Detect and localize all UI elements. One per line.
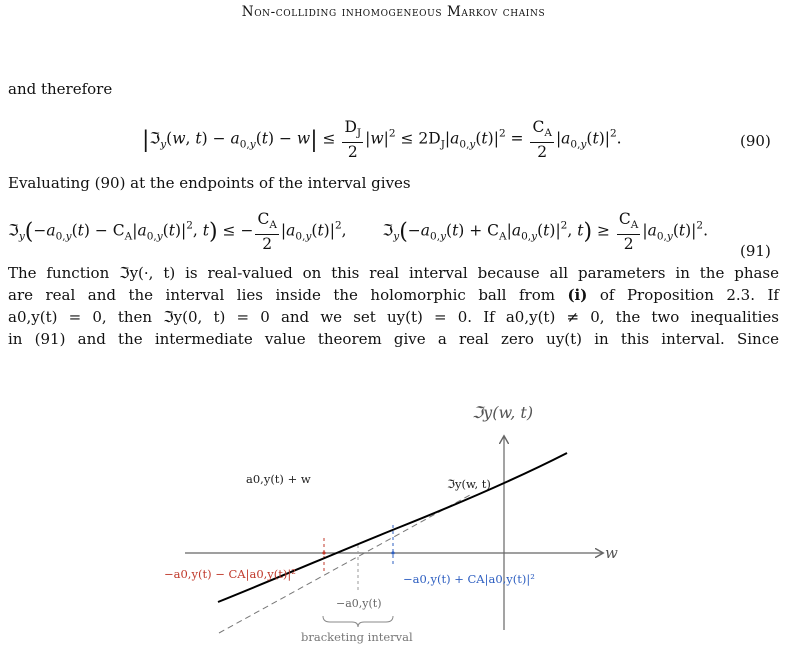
- left-endpoint-label: −a0,y(t) − CA|a0,y(t)|²: [164, 567, 296, 581]
- equation-90: |ℑ$_y$(w, $t) - a_{0,y}(t) - w|$ ≤ $\frac{D_J}{2}$ $|w|^2 \le 2D_J|a_{0,y}(t)|^2$ = $\frac{C_A}{2}$ $|a_{0,y}(t)|^2$.: [142, 118, 622, 161]
- text-and-therefore: and therefore: [8, 80, 113, 98]
- curve-label: ℑy(w, t): [447, 477, 491, 491]
- paragraph-line-4: in (91) and the intermediate value theorem give a real zero uy(t) in this interval. Since: [8, 330, 779, 348]
- paragraph-line-2-c: of Proposition 2.3. If: [599, 286, 779, 304]
- proposition-item-ref: (i): [567, 286, 588, 304]
- left-endpoint-dot: [322, 551, 325, 554]
- tangent-line-label: a0,y(t) + w: [246, 472, 311, 486]
- paragraph-line-2: [8, 284, 779, 306]
- paragraph-line-3: a0,y(t) = 0, then ℑy(0, t) = 0 and we set uy(t) = 0. If a0,y(t) ≠ 0, the two inequalities: [8, 308, 779, 326]
- tangent-line: [219, 495, 470, 633]
- x-axis-label: w: [605, 544, 618, 562]
- text-evaluating: Evaluating (90) at the endpoints of the interval gives: [8, 174, 411, 192]
- equation-number-91: (91): [740, 242, 771, 260]
- bracketing-figure: [0, 395, 787, 650]
- equation-91: $ℑ_y(-a_{0,y}(t) - C_A|a_{0,y}(t)|^2$, t) ≤ − $\frac{C_A}{2}$ $|a_{0,y}(t)|^2$, $ℑ_y(-a_{0,y}(t) + C_A|a_{0,y}(t)|^2$, t) ≥ $\frac{C_A}{2}$ $|a_{0,y}(t)|^2$.: [8, 210, 709, 253]
- paragraph-line-1: The function ℑy(·, t) is real-valued on this real interval because all parameters in the phase: [8, 264, 779, 282]
- right-endpoint-dot: [391, 551, 394, 554]
- equation-number-90: (90): [740, 132, 771, 150]
- center-label: −a0,y(t): [336, 597, 382, 610]
- paragraph-line-2-a: are real and the interval lies inside the holomorphic ball from: [8, 286, 555, 304]
- interval-brace: [323, 616, 393, 627]
- interval-label: bracketing interval: [301, 630, 413, 644]
- running-header: Non-colliding inhomogeneous Markov chains: [241, 4, 546, 20]
- y-axis-label: ℑy(w, t): [472, 403, 534, 422]
- right-endpoint-label: −a0,y(t) + CA|a0,y(t)|²: [403, 572, 535, 586]
